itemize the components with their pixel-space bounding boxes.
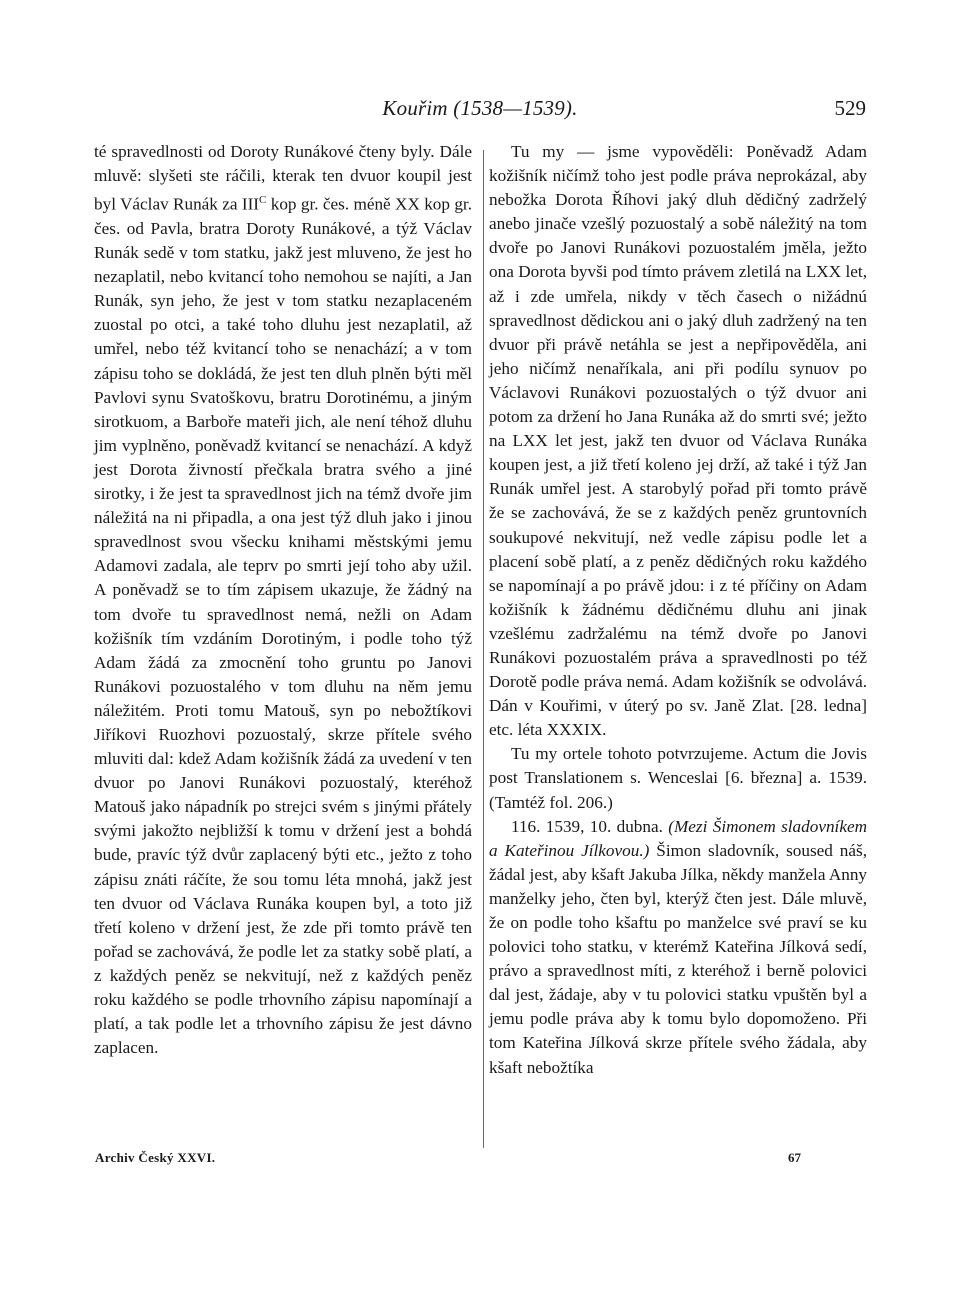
column-divider <box>483 150 484 1148</box>
left-paragraph: té spravedlnosti od Doroty Runákové čteny byly. Dále mluvě: slyšeti ste ráčili, kterak ten dvuor koupil jest byl Václav Runák za $III^C$ kop gr. čes. méně XX kop gr. čes. od Pavla, bratra Doroty Runákové, a týž Václav Runák sedě v tom statku, jakž jest mluveno, že jest ho nezaplatil, nebo kvitancí toho nemohou se najíti, a Jan Runák, syn jeho, že jest v tom statku nezaplaceném zuostal po otci, a také toho dluhu jest nezaplatil, až umřel, nebo též kvitancí toho se nenachází; a v tom zápisu toho se dokládá, že jest ten dluh plněn býti měl Pavlovi synu Svatoškovu, bratru Dorotinému, a jiným sirotkuom, a Barboře mateři jich, ale není téhož dluhu jim vyplněno, poněvadž kvitancí se nenachází. A když jest Dorota živností přečkala bratra svého a jiné sirotky, i že jest ta spravedlnost jich na témž dvoře jim náležitá na ni připadla, a ona jest týž dluh jako i jinou spravedlnost svou všecku knihami městskými jemu Adamovi zadala, ale teprv po smrti její toho aby užil. A poněvadž se to tím zápisem ukazuje, že žádný na tom dvoře tu spravedlnost nemá, nežli on Adam kožišník tím vzdáním Dorotiným, i podle toho týž Adam žádá za zmocnění toho gruntu po Janovi Runákovi pozuostalého v tom dluhu na něm jemu náležitém. Proti tomu Matouš, syn po nebožtíkovi Jiříkovi Ruozhovi pozuostalý, skrze přítele svého mluviti dal: kdež Adam kožišník žádá za uvedení v ten dvuor po Janovi Runákovi pozuostalý, kteréhož Matouš jako nápadník po strejci svém s jinými přátely svými jakožto nejbližší k tomu v držení jest a bohdá bude, pravíc týž dvůr zaplacený býti etc., ježto z toho zápisu znáti ráčíte, že sou tomu léta mnohá, jakž jest ten dvuor od Václava Runáka koupen byl, a toto již třetí koleno v držení jest, že zde při tomto právě ten pořad se zachovává, že podle let za statky sobě platí, a z každých peněz se nekvitují, než z každých peněz roku každého se podle trhovního zápisu napomínají a platí, a tak podle let a trhovního zápisu že jest dávno zaplacen. <box>94 142 473 1058</box>
left-column <box>94 140 472 1060</box>
superscript-c: C <box>259 194 267 207</box>
running-title: Kouřim (1538—1539). <box>382 96 578 120</box>
signature-mark: 67 <box>788 1150 801 1165</box>
right-paragraph-confirmation: Tu my ortele tohoto potvrzujeme. Actum die Jovis post Translationem s. Wenceslai [6. března] a. 1539. (Tamtéž fol. 206.) <box>489 744 867 812</box>
entry-text: Šimon sladovník, soused náš, žádal jest, aby kšaft Jakuba Jílka, někdy manžela Anny manželky jeho, čten byl, kterýž čten jest. Dále mluvě, že on podle toho kšaftu po manželce své praví se ku polovici toho statku, v kterémž Kateřina Jílková sedí, právo a spravedlnost míti, z kteréhož i berně polovici dal jest, žádaje, aby v tu polovici statku vpuštěn byl a jemu podle práva aby k tomu bylo dopomoženo. Při tom Kateřina Jílková skrze přítele svého žádala, aby kšaft nebožtíka <box>489 840 868 1077</box>
entry-number-date: 116. 1539, 10. dubna. <box>511 816 663 836</box>
source-note: Archiv Český XXVI. <box>95 1150 216 1165</box>
page-header <box>94 96 866 126</box>
page-number: 529 <box>834 96 866 120</box>
right-paragraph-verdict: Tu my — jsme vypověděli: Poněvadž Adam kožišník ničímž toho jest podle práva neprokázal, aby nebožka Dorota Říhovi jaký dluh dědičný zadrželý anebo jinače vzešlý pozuostalý a sobě náležitý na tom dvoře po Janovi Runákovi pozuostalém jměla, ježto ona Dorota byvši pod tímto právem zletilá na LXX let, až i zde umřela, nikdy v těch časech o nižádnú spravedlnost dědickou ani o jaký dluh zadržený na ten dvuor při právě netáhla se jest a nepřipověděla, ani jeho ničímž nenaříkala, ani při podílu synuov po Václavovi Runákovi pozuostalých o týž dvuor ani potom za držení ho Jana Runáka až do smrti své; ježto na LXX let jest, jakž ten dvuor od Václava Runáka koupen jest, a již třetí koleno jej drží, až také i týž Jan Runák umřel jest. A starobylý pořad při tomto právě že se zachovává, že se z každých peněz gruntovních soukupové nekvitují, než vedle zápisu podle let a placení sobě platí, a z peněz dědičných roku každého se napomínají a po právě jdou: i z té příčiny on Adam kožišník k žádnému dědičnému dluhu ani jinak vzešlému zadržalému na témž dvoře po Janovi Runákovi pozuostalém práva a spravedlnosti po též Dorotě podle práva nemá. Adam kožišník se odvolává. Dán v Kouřimi, v úterý po sv. Janě Zlat. [28. ledna] etc. léta XXXIX. <box>489 142 867 740</box>
right-paragraph-entry-116 <box>489 815 867 1080</box>
right-column <box>489 140 867 1080</box>
entry-title: (Mezi Šimonem sladovníkem a Kateřinou Jílkovou.) <box>489 816 867 860</box>
